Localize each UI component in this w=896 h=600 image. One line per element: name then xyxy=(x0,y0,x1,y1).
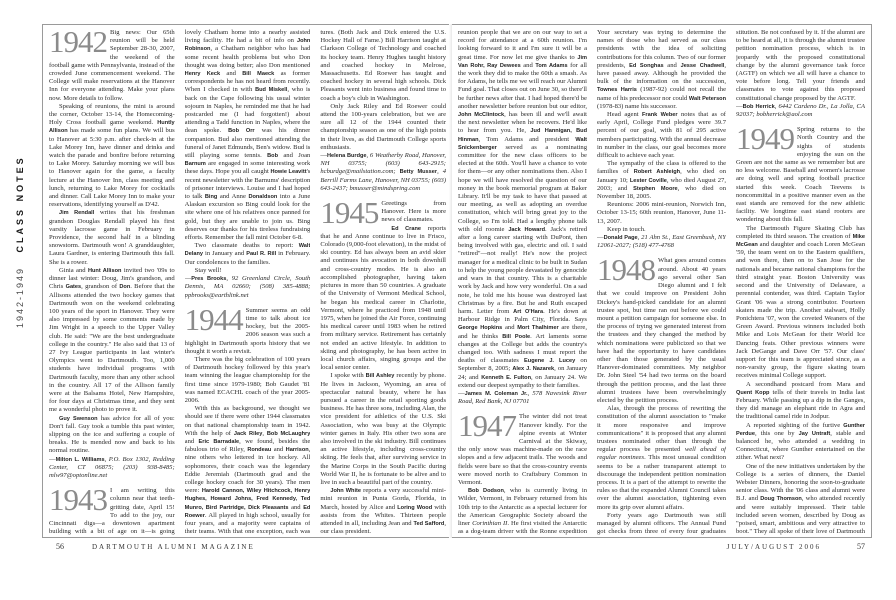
classmate-name: George Hopkins xyxy=(458,325,503,332)
classmate-name: Jack Riley xyxy=(233,430,263,437)
paragraph xyxy=(185,267,311,275)
body-text: and daughter and coach Loren McGean '59, the team went on to the Eastern qualifiers, and won there, then on to San Jose for the nationals and became national champions for the third straight year. Boston University was second and the University of Delaware, a perennial contender, was third. Captain Taylor Grant '06 was a strong contributor. Fourteen skaters made the trip. Another stalwart, Holly Ponichtera '07, won the coveted Weaners of the Green Award. Previous winners included both Mike and Lois McGean for their World Ice Dancing feats. Other previous winners were Jack DeGange and Dave Orr '57. Our class' support for this team is appreciated since, as a non-varsity group, the figure skating team receives minimal College support. xyxy=(736,241,865,380)
body-text: . He's down at Harbour Ridge in Palm City, Florida. Says xyxy=(458,307,587,324)
paragraph xyxy=(736,463,865,535)
classmate-name: Howie Leavitt xyxy=(270,169,307,176)
body-text: , who is currently living in Wilder, Vermont, in February returned from his 10th trip to the Antarctic as a special lecturer for the American Geographic Society aboard the liner xyxy=(458,487,587,527)
body-text: , who died on November 18, 2005. xyxy=(597,184,726,201)
column-4 xyxy=(458,29,587,535)
classmate-name: Quent Kopp xyxy=(736,389,770,396)
classmate-name: Walt Delany xyxy=(184,243,311,258)
classmate-name: Walt Snickenberger xyxy=(458,136,587,151)
secretary-name: Bob Herrick xyxy=(742,103,775,110)
body-text: and Anne xyxy=(217,193,249,201)
body-text: Two classmate deaths to report: xyxy=(194,242,299,250)
body-text: Alas, through the process of rewriting the constitution of the alumni association to "make it more responsive and improve communications" it is proposed that any alumni trustees nominated other than through the regular process be presented xyxy=(597,405,726,454)
italic-text: well ahead of regular nominees xyxy=(597,446,726,462)
paragraph xyxy=(320,103,446,152)
body-text: reports that he and Anne continue to live in Frisco, Colorado (9,000-foot elevation), in the midst of ski country. Ed has always been an avid skier and continues his avocation in both downhill and cross-country modes. He is also an accomplished photographer, having taken pictures in more than 50 countries. A graduate of the University of Vermont Medical School, he began his medical career in Charlotte, Vermont, where he practiced from 1948 until 1975, when he joined the Air Force, continuing his medical career until 1983 when he retired from military service. Retirement has certainly not ended an active lifestyle. In addition to skiing and photography, he has been active in local church affairs, singing groups and the local senior center. xyxy=(320,224,447,372)
classmate-name: Bob xyxy=(267,153,278,160)
paragraph xyxy=(597,201,726,226)
classmate-name: Robert Ashleigh xyxy=(633,169,681,176)
class-year-block xyxy=(458,408,587,535)
body-text: Your secretary was trying to determine the names of those who had served as our class presidents with the idea of soliciting contributions for this column. Two of our former presidents, xyxy=(597,29,726,69)
secretary-name: Helena Burdge xyxy=(326,153,367,160)
body-text: for all the work they did to make the 60th a smash. As for Adams, he tells me we will reach our Alumni Fund goal. That closes out on June 30, so there'll be further news after that. I had hoped there'd be another newsletter before reunion but our editor, xyxy=(458,61,587,110)
class-year-block xyxy=(736,121,865,535)
paragraph xyxy=(736,29,865,103)
body-text: , xyxy=(262,429,267,437)
body-text: in January and xyxy=(203,250,247,258)
body-text: are there, and he thinks xyxy=(458,324,587,340)
body-text: lovely Chatham home into a nearby assisted living facility. He had a bit of info on xyxy=(184,29,311,45)
classmate-name: Jack Howard xyxy=(508,226,546,233)
body-text: What goes around comes around. About 40 years ago several other San Diego alumni and I felt that we could improve on President John Dickey's hand-picked candidate for an alumni trustee spot, but time ran out before we could mount a petition campaign for someone else. In the process of trying we generated interest from the trustees and they changed the method by which nominations were publicized so that we have had the opportunity to have candidates other than those generated by the usual Hanover-dominated committees. My neighbor Dr. John Steel '54 had two terms on the board through the petition process, and the last three alumni trustees have been overwhelmingly elected by the petition process. xyxy=(597,257,726,404)
paragraph xyxy=(736,121,865,224)
paragraph xyxy=(49,415,175,456)
paragraph xyxy=(597,111,726,160)
body-text: A reported sighting of the furtive xyxy=(746,421,844,429)
body-text: Head agent xyxy=(607,111,643,119)
classmate-name: Gates xyxy=(65,284,82,291)
body-text: 's recent newsletter with the Barnums' description of prisoner interviews. Louise and I had hoped to talk xyxy=(184,168,311,201)
secretary-name: Pres Brooks xyxy=(191,276,227,283)
magazine-title: DARTMOUTH ALUMNI MAGAZINE xyxy=(92,543,255,551)
body-text: , who is back on the Cape following his usual winter sojourn in Naples, he reminded me that he had postcarded me (I had forgotten!) about attending a Tadd function in Naples, where the dean spoke. xyxy=(184,86,311,135)
body-text: , a Chatham neighbor who has had some recent health problems but who Don thought was doing better; also Don mentioned xyxy=(184,45,311,69)
body-text: One of the new initiatives undertaken by the College is a series of dinners, the Daniel Webster Dinners, honoring the soon-to-graduate senior class. With the '06 class and alumni were B.J. and xyxy=(736,462,865,503)
body-text: tures. (Both Jack and Dick entered the U.S. Hockey Hall of Fame.) Bill Harrison taught at Clarkson College of Technology and coached its hockey team. Henry Hughes taught history and coached hockey in Melrose, Massachusetts. Ed Roewer has taught and coached hockey in several high schools. Dick Pleasants went into business and found time to coach a boy's club in Washington. xyxy=(320,29,447,102)
classmate-name: Bob Orr xyxy=(228,128,255,135)
class-year-heading: 1948 xyxy=(597,252,655,288)
classmate-name: Eugene J. Lucey xyxy=(524,358,576,365)
body-text: into a June Alaskan excursion so Bing could look for the site where one of his relatives once panned for gold, but they are unable to join us. Bing deserves our thanks for his tireless fundraising efforts. Remember the fall mini October 6-8. xyxy=(184,193,311,242)
secretary-address: , P.O. Box 1302, Redding Center, CT 06875; (203) 938-8485; mlw97@optonline.net xyxy=(49,455,175,479)
body-text: recently by phone. He lives in Jackson, Wyoming, an area of spectacular natural beauty, where he has pursued a career in the retail sporting goods business. He has three sons, including Alan, the vice president for athletics of the U.S. Ski Association, who was busy at the Olympic winter games in Italy. His other two sons are also involved in the ski industry. Bill continues an active lifestyle, including cross-country skiing. He feels that, after surviving service in the Marine Corps in the South Pacific during World War II, he is fortunate to be alive and to live in such a beautiful part of the country. xyxy=(320,372,447,486)
body-text: and xyxy=(520,61,536,69)
left-footer xyxy=(56,542,446,572)
classmate-name: Ed Crane xyxy=(391,225,421,232)
class-year-block xyxy=(184,301,311,535)
body-text: . All played in high school, usually for four years, and a majority were captains of their teams. With that one exception, each was xyxy=(184,511,311,535)
classmate-name: Lester Coville xyxy=(629,177,667,184)
continued-block xyxy=(736,29,865,119)
body-text: was his dinner companion. Bud also mentioned attending the funeral of Janet Edmunds, Ben's widow. Bud is still playing some tennis. xyxy=(184,127,311,160)
paragraph xyxy=(320,372,446,487)
body-text: I spoke with xyxy=(330,372,366,380)
classmate-name: Barnum xyxy=(184,161,206,168)
paragraph xyxy=(185,29,311,242)
body-text: , Tom Adams and president xyxy=(478,135,576,143)
body-text: stitution. Be not confused by it. If the alumni are to be heard at all, it is through the alumni trustee petition nomination process, which is in jeopardy with the proposed constitutional change by the alumni governance task force (AGTF) on which we all will have a chance to vote before long. Tell your friends and classmates to vote against this proposed constitutional change proposed by the AGTF. xyxy=(736,29,865,102)
paragraph xyxy=(458,29,587,390)
body-text: With this as background, we thought we should see if there were other 1944 classmates on that national championship team in 1942. With the help of xyxy=(184,405,311,437)
secretary-address: , 6442 Cardeno Dr., La Jolla, CA 92037; bobherrick@aol.com xyxy=(736,102,865,119)
paragraph xyxy=(597,160,726,201)
classmate-name: Jim Van Rohr, Ray Dewees xyxy=(458,54,587,69)
secretary-address: , 4 Berrill Farms Lane, Hanover, NH 03755; (603) 643-2437; bmusser@mindspring.com xyxy=(320,168,447,192)
secretary-name: Betty Musser xyxy=(399,169,438,176)
body-text: on September 8, 2005; xyxy=(458,357,587,373)
secretary-address: , 21 Ahn St., East Greenbush, NY 12061-2027; (518) 477-4768 xyxy=(597,234,726,250)
body-text: (1987-92) could not recall the name of his predecessor nor could xyxy=(597,86,726,102)
body-text: and xyxy=(184,437,199,445)
paragraph xyxy=(597,226,726,234)
body-text: reports a very successful mini-mini reunion in Punta Gorda, Florida, in March, hosted by Alice and xyxy=(320,487,447,511)
classmate-name: Jud Hannigan, Bud Hinman xyxy=(458,128,587,143)
class-secretary-signature: —Helena Burdge, 6 Weatherby Road, Hanover, NH 03755; (603) 643-2915; hcburdge@mailstation.com; Betty Musser, 4 Berrill Farms Lane, Hanover, NH 03755; (603) 643-2437; bmusser@mindspring.com xyxy=(320,152,447,192)
paragraph xyxy=(185,356,311,405)
classmate-name: Ed Songhas xyxy=(629,62,664,69)
paragraph xyxy=(49,267,175,415)
body-text: and xyxy=(288,503,304,511)
body-text: has advice for all of you: Don't fall. Guy took a tumble this past winter, slipping on the ice and suffering a couple of breaks. He is mended now and back to his normal routine. xyxy=(49,414,175,455)
paragraph xyxy=(597,405,726,512)
class-year-heading: 1947 xyxy=(458,408,516,444)
body-text: Forty years ago Dartmouth was still managed by alumni officers. The Annual Fund got checks from three of every four graduates xyxy=(597,511,726,535)
italic-text: Corinthian II xyxy=(472,519,508,527)
classmate-name: Henry Keck xyxy=(184,71,221,78)
classmate-name: Townes Harris xyxy=(597,87,637,94)
body-text: . Art laments some changes at the College but adds the country's changed too. With sadness I must report the deaths of classmates xyxy=(458,332,587,365)
class-year-heading: 1949 xyxy=(736,121,794,157)
body-text: in February. Our condolences to the families. xyxy=(184,250,311,266)
secretary-address: , 6 Weatherby Road, Hanover, NH 03755; (603) 643-2915; hcburdge@mailstation.com; xyxy=(320,152,447,176)
classmate-name: Ted Safford xyxy=(413,520,445,527)
classmate-name: Bob McLaughry xyxy=(266,430,311,437)
body-text: (1978-83) name his successor. xyxy=(597,102,677,110)
class-secretary-signature: —Milton L. Williams, P.O. Box 1302, Redding Center, CT 06875; (203) 938-8485; mlw97@optonline.net xyxy=(49,455,175,479)
paragraph xyxy=(736,381,865,422)
continued-block xyxy=(320,29,446,193)
classmate-name: Harold Cannon, Wiley Hitchcock, Henry Hughes, Howard Johns, Fred Kennedy, Ted Munro, Bird Partridge, Dick Pleasants xyxy=(184,488,311,511)
body-text: and xyxy=(502,324,518,332)
class-year-block xyxy=(49,482,175,535)
body-text: , we found, besides the fabulous trio of Riley, xyxy=(184,437,311,454)
body-text: and xyxy=(663,61,681,69)
classmate-name: Ed Roewer xyxy=(184,504,311,519)
body-text: tells of their travels in India last February. While passing up a dip in the Ganges, they did manage an elephant ride in Agra and the traditional camel ride in Jodpur. xyxy=(736,388,865,421)
classmate-name: Hunt Allison xyxy=(87,267,122,274)
body-text: The sympathy of the class is offered to the families of xyxy=(597,160,726,176)
left-page-number: 56 xyxy=(56,542,64,551)
classmate-name: Stephen Moore xyxy=(633,185,678,192)
class-year-heading: 1943 xyxy=(49,482,107,518)
paragraph xyxy=(458,408,587,487)
class-year-heading: 1944 xyxy=(184,301,243,337)
paragraph xyxy=(184,301,311,356)
body-text: , this one by xyxy=(754,429,799,437)
right-page-number: 57 xyxy=(857,542,865,551)
class-secretary-signature: —Pres Brooks, 92 Greenland Circle, South Dennis, MA 02660; (508) 385-4888; ppbrooks@earthlink.net xyxy=(184,275,311,299)
body-text: . This most unusual condition seems to be a rather transparent attempt to discourage the independent petition nomination process. It is a part of the attempt to rewrite the rules so that the expanded Alumni Council takes over the alumni association, tightening even more its grip over alumni affairs. xyxy=(597,454,726,511)
body-text: , grandson of xyxy=(81,283,120,291)
body-text: invited two '09s to dinner last winter: Doug, Jim's grandson, and Chris xyxy=(49,266,175,291)
classmate-name: Mike McGean xyxy=(736,233,865,249)
paragraph xyxy=(185,405,311,535)
paragraph xyxy=(49,103,175,210)
classmate-name: Harrison xyxy=(285,447,309,454)
body-text: as former correspondents he has not heard from recently. When I checked in with xyxy=(184,70,311,94)
class-secretary-signature: —James M. Coleman Jr., 578 Navesink River Road, Red Bank, NJ 07701 xyxy=(458,389,587,406)
body-text: , our class president. xyxy=(320,519,446,535)
body-text: writes that his freshman grandson Douglas Rendall played his first varsity lacrosse game in February in Providence, the second half in a blinding snowstorm. Dartmouth won! A granddaughter, Laura Gardner, is entering Dartmouth this fall. She is a rower. xyxy=(49,209,175,266)
body-text: Big news: Our 65th reunion will be held September 28-30, 2007, the weekend of the football game with Pennsylvania, instead of the crowded June commencement weekend. The College will make reservations at the Hanover Inn for everyone attending. Make your plans now. More details to follow. xyxy=(49,29,175,102)
classmate-name: Huntly Allison xyxy=(49,120,175,135)
body-text: Summer seems an odd time to talk about ice hockey, but the 2005-2006 season was such a highlight in Dartmouth sports history that we thought it worth a revisit. xyxy=(184,306,311,355)
body-text: The winter did not treat Hanover kindly. For the alpine events at Winter Carnival at the Skiway, the only snow was machine-made on the race slopes and a few adjacent trails. The woods and fields were bare so that the cross-country events were moved north to Craftsbury Common in Vermont. xyxy=(458,413,587,486)
continued-block xyxy=(597,29,726,250)
body-text: . Before that the Allisons attended the two hockey games that Dartmouth won on the weekend celebrating 100 years of the sport in Hanover. They were also impressed by some comments made by Jim Wright in a speech to the Upper Valley club. He said: "We are the best undergraduate college in the country." He also said that 13 of 27 Ivy League participants in last winter's Olympics went to Dartmouth. Too, 1,000 students have individual programs with Dartmouth faculty, more than any other school in the country. All 17 of the Allison family were at the Balsams Hotel, New Hampshire, for four days at Christmas time, and they sent me a wonderful photo to prove it. xyxy=(49,283,175,414)
paragraph xyxy=(49,29,175,103)
classmate-name: Mort Thalhimer xyxy=(517,325,559,332)
body-text: Stay well! xyxy=(194,266,222,274)
classmate-name: John White xyxy=(330,488,361,495)
body-text: , have passed away. Although he provided the bulk of the information on the succession, xyxy=(597,61,726,86)
classmate-name: Donaldson xyxy=(248,194,278,201)
classmate-name: Jesse Chadwell xyxy=(680,62,725,69)
paragraph xyxy=(320,487,446,535)
body-text: . He first visited the Antarctic as a dog-team driver with the Ronne expedition xyxy=(458,519,587,535)
body-text: , who died on January 10; xyxy=(597,168,726,184)
left-page xyxy=(42,24,452,538)
classmate-name: Paul R. Rill xyxy=(246,251,277,258)
classmate-name: Bill Poole xyxy=(502,333,531,340)
body-text: . Jack's retired after a long career starting with DuPont, then being involved with gas, electric and oil. I said "retired"—not really! He's now the project manager for a medical clinic to be built in Sudan to help the young people devastated by genocide and wars in that country. This is a charitable work by Jack and how very wonderful. On a sad note, he told me his house was destroyed last Christmas by a fire. But he and Ruth escaped harm. Letter from xyxy=(458,225,587,315)
paragraph xyxy=(597,252,726,405)
body-text: Greetings from Hanover. Here is more news of classmates. xyxy=(381,200,447,224)
body-text: notes that as of early April, College Fund pledges were 39.7 percent of our goal, with 81 of 295 active members participating. With the annual decrease in number in the class, our goal becomes more difficult to achieve each year. xyxy=(597,111,726,160)
classmate-name: Art O'Hara xyxy=(513,308,544,315)
body-text: and xyxy=(220,70,243,78)
body-text: , on January 24. We extend our deepest sympathy to their families. xyxy=(458,373,587,389)
paragraph xyxy=(597,512,726,535)
paragraph xyxy=(320,29,446,103)
body-text: Reunions: 2006 mini-reunion, Norwich Inn, October 13-15; 60th reunion, Hanover, June 11-13, 2007. xyxy=(597,201,726,225)
body-text: , nine others who lettered in ice hockey. All sophomores, their coach was the legendary Eddie Jeremiah (Dartmouth grad and the college hockey coach for 30 years). The men were: xyxy=(184,446,311,495)
classmate-name: Gunther Perdue xyxy=(736,422,865,437)
body-text: A secondhand postcard from Mara and xyxy=(746,380,865,388)
classmate-name: Jay Untraft xyxy=(798,430,831,437)
secretary-name: Milton L. Williams xyxy=(55,456,105,463)
body-text: , has been ill and we'll await the next newsletter when he recovers. He'd like to hear from you. He, xyxy=(458,111,587,135)
body-text: served as a nominating committee for the new class officers to be elected at the 60th. You'll have a chance to vote for them—or any other nominations then. Also I hope we will have resolved the question of our money in the book memorial program at Baker Library. It'll be my task to have that passed at our meeting, as well as adopting an overdue constitution, which will bring great joy to the College, so I'm told. Had a lengthy phone talk with old roomie xyxy=(458,143,587,233)
classmate-name: Bill Maeck xyxy=(242,71,275,78)
body-text: The Dartmouth Figure Skating Club has completed its third season. The creation of xyxy=(736,224,865,240)
body-text: Only Jack Riley and Ed Roewer could attend the 100-years celebration, but we are sure all 12 of the 1944 counted their championship season as one of the high points in their lives, as did Dartmouth College sports enthusiasts. xyxy=(320,102,447,151)
body-text: , who died August 27, 2003; and xyxy=(597,176,726,192)
classmate-name: Doug Thomson xyxy=(760,496,802,503)
classmate-name: Bud Miskell xyxy=(255,87,288,94)
classmate-name: Bob Dodson xyxy=(468,488,504,495)
body-text: , who attended recently and were suitably impressed. Their table included seven women, described by Doug as "poised, smart, ambitious and very attractive to boot." They all spoke of their love of Dartmouth xyxy=(736,495,865,535)
column-5 xyxy=(597,29,726,535)
body-text: Speaking of reunions, the mini is around the corner, October 13-14, the Homecoming-Holy Cross football game weekend. xyxy=(49,102,175,127)
classmate-name: Bill Ashley xyxy=(365,373,395,380)
class-year-range: 1942-1949 xyxy=(15,266,25,328)
paragraph xyxy=(185,242,311,267)
body-text: and xyxy=(271,446,286,454)
body-text: I am writing this column near that teeth-gritting date, April 15! To add to the joy, our Cincinnati digs—a downtown apartment building with a bit of age on it—is going xyxy=(49,487,175,535)
paragraph xyxy=(736,422,865,463)
right-page xyxy=(452,24,872,538)
continued-block xyxy=(185,29,311,300)
secretary-address: , 578 Navesink River Road, Red Bank, NJ 07701 xyxy=(458,389,587,406)
section-title: CLASS NOTES xyxy=(15,155,25,253)
column-2 xyxy=(185,29,311,535)
paragraph xyxy=(49,209,175,266)
classmate-name: Eric Barradale xyxy=(198,438,240,445)
body-text: , on January 24; and xyxy=(458,365,587,381)
class-secretary-signature: —Bob Herrick, 6442 Cardeno Dr., La Jolla, CA 92037; bobherrick@aol.com xyxy=(736,102,865,119)
body-text: There was the big celebration of 100 years of Dartmouth hockey followed by this year's team winning the league championship for the first time since 1979-1980; Bob Gaudet '81 was named ECACHL coach of the year 2005-2006. xyxy=(184,355,311,404)
classmate-name: Walt Peterson xyxy=(688,95,726,102)
issue-date: JULY/AUGUST 2006 xyxy=(726,543,821,551)
classmate-name: Rondeau xyxy=(247,447,272,454)
right-footer xyxy=(470,542,865,572)
column-6 xyxy=(736,29,865,535)
column-1 xyxy=(49,29,175,535)
body-text: , stable and balanced he, who attended a wedding in Connecticut, where Gunther entertained on the zither. What next? xyxy=(736,429,865,462)
paragraph xyxy=(736,225,865,381)
body-text: and Joan xyxy=(278,152,311,160)
classmate-name: Tom Adams xyxy=(535,62,568,69)
body-text: are engaged in some interesting work these days. Hope you all caught xyxy=(184,160,311,176)
paragraph xyxy=(49,482,175,535)
classmate-name: Guy Swenson xyxy=(59,415,98,422)
class-year-block xyxy=(49,29,175,480)
body-text: Keep in touch. xyxy=(607,225,646,233)
secretary-name: James M. Coleman Jr. xyxy=(464,390,528,397)
classmate-name: Frank Weber xyxy=(642,112,678,119)
class-year-block xyxy=(597,252,726,535)
class-secretary-signature: —Donald Page, 21 Ahn St., East Greenbush, NY 12061-2027; (518) 477-4768 xyxy=(597,234,726,250)
continued-block xyxy=(458,29,587,406)
body-text: reunion people that we are on our way to set a record for attendance at a 60th reunion. I'm looking forward to it and I'm sure it will be a great time. For now let me give thanks to xyxy=(458,29,587,61)
classmate-name: Don xyxy=(119,284,131,291)
class-year-heading: 1945 xyxy=(320,195,379,231)
class-year-heading: 1942 xyxy=(49,29,107,59)
classmate-name: Bing xyxy=(204,194,218,201)
class-year-block xyxy=(320,195,447,535)
paragraph xyxy=(458,487,587,535)
secretary-name: Donald Page xyxy=(603,235,638,242)
classmate-name: Loring Wood xyxy=(397,504,433,511)
classmate-name: Alex J. Nazarek xyxy=(512,366,555,373)
classmate-name: Kenneth E. Fulton xyxy=(481,374,532,381)
body-text: has made some fun plans. We will bus to Hanover at 5:30 p.m. after check-in at the Lake Morey Inn, have dinner and drinks and watch the parade and bonfire before returning to Lake Morey. Saturday morning we will bus to Hanover again for the game, a faculty lecture at the Hanover Inn, class meeting and lunch, returning to Lake Morey for cocktails and dinner. Call Lake Morey Inn to make your reservations, identifying yourself as D'42. xyxy=(49,127,175,209)
body-text: Spring returns to the North Country and the sights of students enjoying the sun on the Green are not the same as we remember but are no less welcome. Baseball and women's lacrosse are doing well and spring football practice started this week. Coach Teevens is noncommittal in a positive manner even as the east stands are removed for the new athletic facility. We longtime east stand rooters are wondering about this fall. xyxy=(736,126,865,224)
classmate-name: John Robinson xyxy=(184,38,311,53)
body-text: with assists from the Whites. Thirteen people attended in all, including Jean and xyxy=(320,503,447,527)
section-header xyxy=(13,28,33,328)
classmate-name: John McClintock xyxy=(458,112,505,119)
paragraph xyxy=(597,29,726,111)
secretary-address: , 92 Greenland Circle, South Dennis, MA 02660; (508) 385-4888; ppbrooks@earthlink.net xyxy=(184,275,311,299)
body-text: Ginia and xyxy=(59,266,88,274)
column-3 xyxy=(320,29,446,535)
classmate-name: Jim Rendall xyxy=(59,210,95,217)
paragraph xyxy=(320,225,446,373)
